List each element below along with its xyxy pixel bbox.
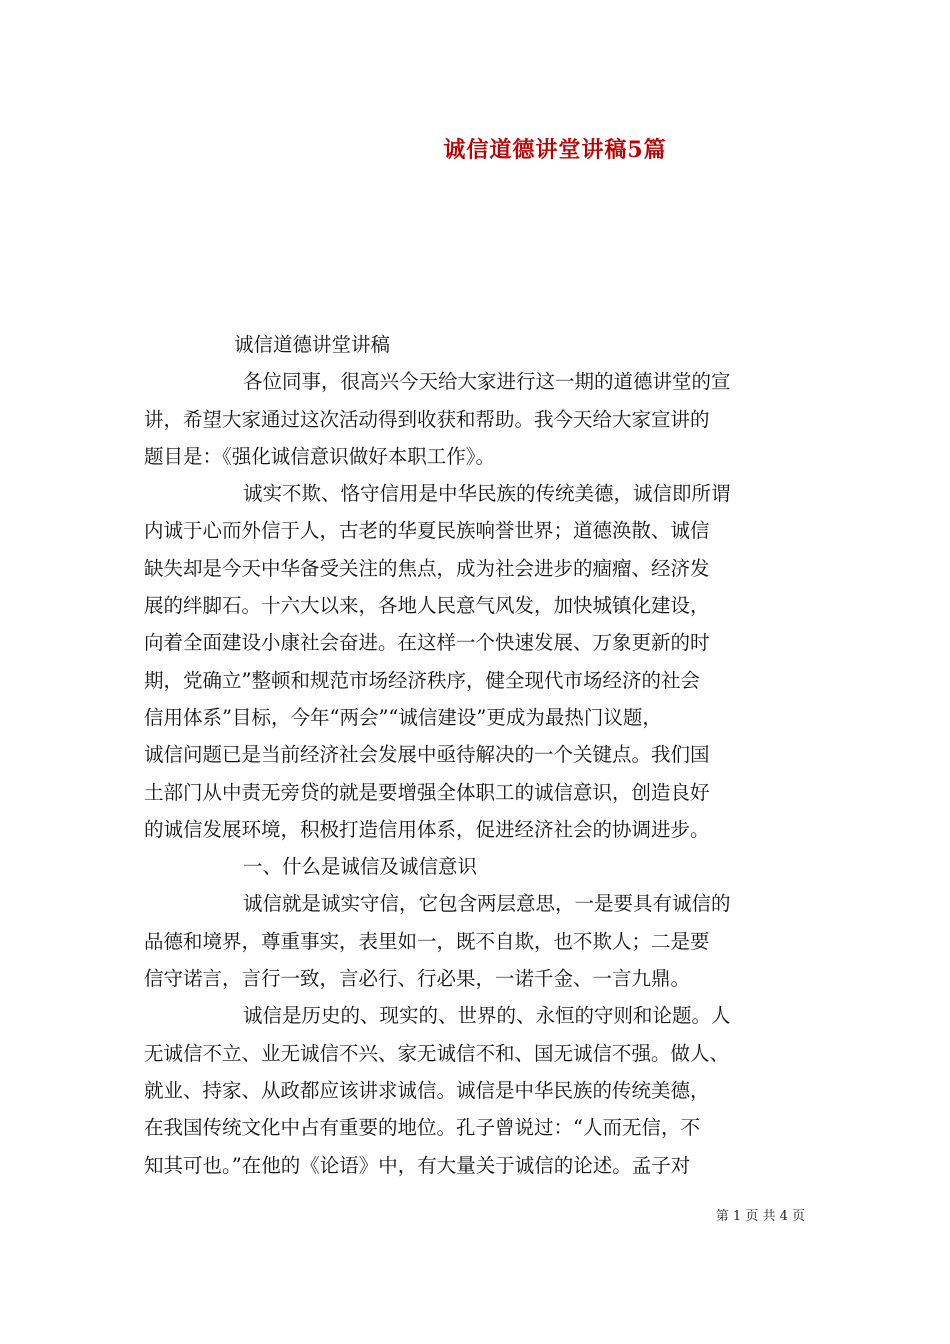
text-line: 土部门从中责无旁贷的就是要增强全体职工的诚信意识，创造良好: [144, 780, 710, 804]
text-line: 一、什么是诚信及诚信意识: [243, 855, 478, 879]
text-line: 在我国传统文化中占有重要的地位。孔子曾说过：“人而无信，不: [144, 1116, 700, 1140]
document-title: 诚信道德讲堂讲稿5篇: [443, 137, 667, 163]
text-line: 期，党确立”整顿和规范市场经济秩序，健全现代市场经济的社会: [144, 668, 700, 692]
text-line: 各位同事，很高兴今天给大家进行这一期的道德讲堂的宣: [243, 370, 731, 394]
page-footer: 第 1 页 共 4 页: [715, 1209, 805, 1224]
text-line: 讲，希望大家通过这次活动得到收获和帮助。我今天给大家宣讲的: [144, 407, 710, 431]
text-line: 无诚信不立、业无诚信不兴、家无诚信不和、国无诚信不强。做人、: [144, 1041, 730, 1065]
document-body: [144, 326, 808, 1184]
text-line: 知其可也。”在他的《论语》中，有大量关于诚信的论述。孟子对: [144, 1153, 691, 1177]
text-line: 向着全面建设小康社会奋进。在这样一个快速发展、万象更新的时: [144, 631, 710, 655]
text-line: 题目是：《强化诚信意识做好本职工作》。: [144, 444, 496, 468]
text-line: 品德和境界，尊重事实，表里如一，既不自欺，也不欺人；二是要: [144, 929, 710, 953]
text-line: 就业、持家、从政都应该讲求诚信。诚信是中华民族的传统美德，: [144, 1078, 710, 1102]
text-line: 缺失却是今天中华备受关注的焦点，成为社会进步的痼瘤、经济发: [144, 556, 710, 580]
text-line: 诚信问题已是当前经济社会发展中亟待解决的一个关键点。我们国: [144, 743, 710, 767]
text-line: 的诚信发展环境，积极打造信用体系，促进经济社会的协调进步。: [144, 817, 710, 841]
text-line: 诚信是历史的、现实的、世界的、永恒的守则和论题。人: [243, 1004, 731, 1028]
text-line: 诚信道德讲堂讲稿: [234, 333, 391, 356]
text-line: 诚实不欺、恪守信用是中华民族的传统美德，诚信即所谓: [243, 482, 731, 506]
text-line: 信用体系”目标，今年“两会”“诚信建设”更成为最热门议题，: [144, 705, 662, 729]
text-line: 内诚于心而外信于人，古老的华夏民族响誉世界；道德涣散、诚信: [144, 519, 710, 543]
text-line: 信守诺言，言行一致，言必行、行必果，一诺千金、一言九鼎。: [144, 967, 691, 991]
text-line: 诚信就是诚实守信，它包含两层意思，一是要具有诚信的: [243, 892, 731, 916]
text-line: 展的绊脚石。十六大以来，各地人民意气风发，加快城镇化建设，: [144, 594, 710, 618]
